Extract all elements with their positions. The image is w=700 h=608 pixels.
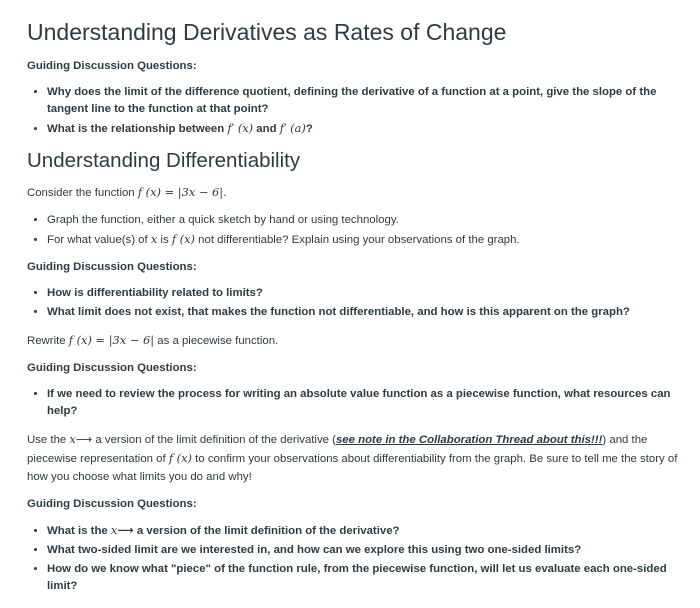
- list-item: • How is differentiability related to limits?: [47, 285, 699, 302]
- list-item-text: For what value(s) of: [47, 234, 151, 246]
- section-heading: Understanding Differentiability: [27, 149, 301, 172]
- list-item-text: is: [157, 234, 172, 246]
- guiding-questions-list: [27, 285, 699, 321]
- paragraph-text: a version of the limit definition of the derivative (: [92, 434, 336, 446]
- list-item-text: a version of the limit definition of the derivative?: [133, 525, 400, 537]
- list-item: • Graph the function, either a quick sketch by hand or using technology.: [47, 212, 699, 229]
- guiding-questions-label: Guiding Discussion Questions:: [27, 261, 197, 273]
- paragraph-text: ) and the piecewise representation of: [27, 434, 648, 465]
- task-list: [27, 212, 699, 249]
- list-item: • What two-sided limit are we interested in, and how can we explore this using two one-sided limits?: [47, 542, 699, 559]
- list-item: • If we need to review the process for writing an absolute value function as a piecewise function, what resources can help?: [47, 386, 699, 420]
- list-item: [47, 522, 699, 540]
- paragraph-text: to confirm your observations about differentiability from the graph. Be sure to tell me the story of how you choose what limits you do and why!: [27, 453, 678, 483]
- list-item-text: and: [253, 123, 280, 135]
- guiding-questions-label: Guiding Discussion Questions:: [27, 60, 197, 72]
- arrow-icon: ⟶: [75, 432, 93, 446]
- guiding-questions-list: [27, 522, 699, 595]
- rewrite-paragraph: [27, 331, 699, 350]
- list-item-text: What is the: [47, 525, 111, 537]
- math-expression: f′ (x): [227, 121, 254, 135]
- math-expression: f (x): [168, 451, 192, 465]
- list-item: • How do we know what "piece" of the function rule, from the piecewise function, will let us evaluate each one-sided limit?: [47, 561, 699, 595]
- guiding-questions-label: Guiding Discussion Questions:: [27, 498, 197, 510]
- list-item-text: What is the relationship between: [47, 123, 228, 135]
- arrow-icon: ⟶: [117, 523, 134, 537]
- math-expression: f (x) = |3x − 6|.: [137, 185, 227, 199]
- paragraph-text: Use the: [27, 434, 70, 446]
- paragraph-text: Rewrite: [27, 335, 69, 347]
- list-item: • Why does the limit of the difference quotient, defining the derivative of a function at a point, give the slope of the tangent line to the function at that point?: [47, 84, 699, 118]
- math-expression: f (x): [171, 232, 195, 246]
- list-item: [47, 231, 699, 249]
- math-expression: f′ (a): [279, 121, 306, 135]
- math-expression: x: [150, 232, 158, 246]
- list-item: • What limit does not exist, that makes the function not differentiable, and how is this apparent on the graph?: [47, 304, 699, 321]
- guiding-questions-label: Guiding Discussion Questions:: [27, 362, 197, 374]
- use-definition-paragraph: [27, 430, 699, 486]
- math-expression: x: [69, 432, 76, 446]
- guiding-questions-list: [27, 386, 699, 420]
- paragraph-text: Consider the function: [27, 187, 138, 199]
- list-item: [47, 120, 699, 138]
- consider-paragraph: [27, 183, 699, 202]
- math-expression: x: [110, 523, 118, 537]
- list-item-text: not differentiable? Explain using your observations of the graph.: [194, 234, 520, 246]
- page-title: Understanding Derivatives as Rates of Change: [27, 19, 507, 45]
- math-expression: f (x) = |3x − 6|: [68, 333, 155, 347]
- collaboration-thread-link[interactable]: see note in the Collaboration Thread about this!!!: [335, 434, 603, 446]
- guiding-questions-list: [27, 84, 699, 138]
- list-item-text: ?: [305, 123, 313, 135]
- paragraph-text: as a piecewise function.: [154, 335, 279, 347]
